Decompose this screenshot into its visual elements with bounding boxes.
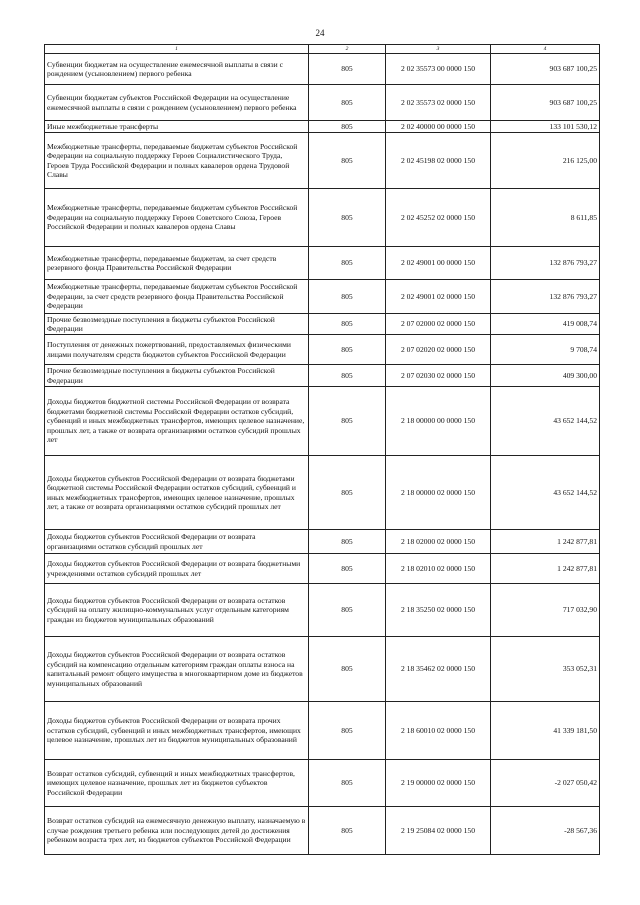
admin-code-cell: 805	[309, 702, 386, 760]
page-number: 24	[315, 28, 325, 38]
budget-code-cell: 2 18 02010 02 0000 150	[386, 554, 491, 584]
admin-code-cell: 805	[309, 247, 386, 280]
amount-cell: 409 300,00	[491, 365, 600, 387]
admin-code-cell: 805	[309, 133, 386, 189]
budget-code-cell: 2 07 02030 02 0000 150	[386, 365, 491, 387]
table-row	[45, 554, 600, 584]
budget-code-cell: 2 02 45252 02 0000 150	[386, 189, 491, 247]
amount-cell: 43 652 144,52	[491, 456, 600, 530]
amount-cell: 41 339 181,50	[491, 702, 600, 760]
revenue-name-cell: Доходы бюджетов субъектов Российской Федерации от возврата остатков субсидий на компенсацию отдельным категориям граждан оплаты взноса на капитальный ремонт общего имущества в многоквартирном доме из бюджетов муниципальных образований	[45, 637, 309, 702]
budget-code-cell: 2 02 45198 02 0000 150	[386, 133, 491, 189]
amount-cell: 353 052,31	[491, 637, 600, 702]
admin-code-cell: 805	[309, 807, 386, 855]
budget-code-cell: 2 18 00000 00 0000 150	[386, 387, 491, 456]
admin-code-cell: 805	[309, 456, 386, 530]
revenue-name-cell: Доходы бюджетов субъектов Российской Федерации от возврата бюджетами бюджетной системы Российской Федерации остатков субсидий, субвенций и иных межбюджетных трансфертов, имеющих целевое назначение, прошлых лет, а также от возврата организациями остатков субсидий прошлых лет	[45, 456, 309, 530]
budget-code-cell: 2 02 35573 02 0000 150	[386, 85, 491, 121]
budget-code-cell: 2 02 49001 00 0000 150	[386, 247, 491, 280]
admin-code-cell: 805	[309, 387, 386, 456]
revenue-name-cell: Иные межбюджетные трансферты	[45, 121, 309, 133]
revenue-name-cell: Субвенции бюджетам субъектов Российской Федерации на осуществление ежемесячной выплаты в связи с рождением (усыновлением) первого ребенка	[45, 85, 309, 121]
budget-code-cell: 2 18 60010 02 0000 150	[386, 702, 491, 760]
amount-cell: 1 242 877,81	[491, 554, 600, 584]
budget-code-cell: 2 02 49001 02 0000 150	[386, 280, 491, 314]
column-number-row	[45, 45, 600, 54]
table-row	[45, 365, 600, 387]
revenue-name-cell: Доходы бюджетов субъектов Российской Федерации от возврата бюджетными учреждениями остатков субсидий прошлых лет	[45, 554, 309, 584]
amount-cell: -28 567,36	[491, 807, 600, 855]
revenue-name-cell: Доходы бюджетов бюджетной системы Российской Федерации от возврата бюджетами бюджетной системы Российской Федерации остатков субсидий, субвенций и иных межбюджетных трансфертов, имеющих целевое назначение, прошлых лет, а также от возврата организациями остатков субсидий прошлых лет	[45, 387, 309, 456]
table-row	[45, 530, 600, 554]
admin-code-cell: 805	[309, 530, 386, 554]
amount-cell: 216 125,00	[491, 133, 600, 189]
amount-cell: 9 708,74	[491, 335, 600, 365]
revenue-name-cell: Поступления от денежных пожертвований, предоставляемых физическими лицами получателям средств бюджетов субъектов Российской Федерации	[45, 335, 309, 365]
amount-cell: 1 242 877,81	[491, 530, 600, 554]
revenue-name-cell: Субвенции бюджетам на осуществление ежемесячной выплаты в связи с рождением (усыновлением) первого ребенка	[45, 54, 309, 85]
table-row	[45, 637, 600, 702]
table-row	[45, 807, 600, 855]
amount-cell: 717 032,90	[491, 584, 600, 637]
amount-cell: 903 687 100,25	[491, 54, 600, 85]
admin-code-cell: 805	[309, 85, 386, 121]
revenue-name-cell: Прочие безвозмездные поступления в бюджеты субъектов Российской Федерации	[45, 365, 309, 387]
admin-code-cell: 805	[309, 637, 386, 702]
amount-cell: 903 687 100,25	[491, 85, 600, 121]
admin-code-cell: 805	[309, 121, 386, 133]
admin-code-cell: 805	[309, 365, 386, 387]
admin-code-cell: 805	[309, 335, 386, 365]
budget-code-cell: 2 19 00000 02 0000 150	[386, 760, 491, 807]
budget-code-cell: 2 18 35250 02 0000 150	[386, 584, 491, 637]
table-row	[45, 760, 600, 807]
budget-code-cell: 2 02 35573 00 0000 150	[386, 54, 491, 85]
budget-code-cell: 2 19 25084 02 0000 150	[386, 807, 491, 855]
revenue-name-cell: Возврат остатков субсидий на ежемесячную денежную выплату, назначаемую в случае рождения третьего ребенка или последующих детей до достижения ребенком возраста трех лет, из бюджетов субъектов Российской Федерации	[45, 807, 309, 855]
column-number-3: 3	[386, 45, 491, 54]
budget-code-cell: 2 02 40000 00 0000 150	[386, 121, 491, 133]
revenue-name-cell: Межбюджетные трансферты, передаваемые бюджетам субъектов Российской Федерации на социальную поддержку Героев Советского Союза, Героев Российской Федерации и полных кавалеров ордена Славы	[45, 189, 309, 247]
table-row	[45, 456, 600, 530]
table-row	[45, 584, 600, 637]
budget-code-cell: 2 18 00000 02 0000 150	[386, 456, 491, 530]
table-row	[45, 133, 600, 189]
revenue-name-cell: Межбюджетные трансферты, передаваемые бюджетам субъектов Российской Федерации, за счет средств резервного фонда Правительства Российской Федерации	[45, 280, 309, 314]
admin-code-cell: 805	[309, 54, 386, 85]
budget-code-cell: 2 07 02000 02 0000 150	[386, 314, 491, 335]
table-row	[45, 54, 600, 85]
amount-cell: 43 652 144,52	[491, 387, 600, 456]
admin-code-cell: 805	[309, 189, 386, 247]
budget-code-cell: 2 18 35462 02 0000 150	[386, 637, 491, 702]
revenue-name-cell: Межбюджетные трансферты, передаваемые бюджетам, за счет средств резервного фонда Правительства Российской Федерации	[45, 247, 309, 280]
budget-code-cell: 2 07 02020 02 0000 150	[386, 335, 491, 365]
column-number-1: 1	[45, 45, 309, 54]
table-row	[45, 335, 600, 365]
amount-cell: 132 876 793,27	[491, 280, 600, 314]
table-row	[45, 189, 600, 247]
table-row	[45, 280, 600, 314]
revenue-name-cell: Доходы бюджетов субъектов Российской Федерации от возврата организациями остатков субсидий прошлых лет	[45, 530, 309, 554]
amount-cell: -2 027 050,42	[491, 760, 600, 807]
admin-code-cell: 805	[309, 314, 386, 335]
admin-code-cell: 805	[309, 554, 386, 584]
revenue-name-cell: Межбюджетные трансферты, передаваемые бюджетам субъектов Российской Федерации на социальную поддержку Героев Социалистического Труда, Героев Труда Российской Федерации и полных кавалеров ордена Трудовой Славы	[45, 133, 309, 189]
admin-code-cell: 805	[309, 280, 386, 314]
column-number-2: 2	[309, 45, 386, 54]
table-row	[45, 314, 600, 335]
revenue-name-cell: Возврат остатков субсидий, субвенций и иных межбюджетных трансфертов, имеющих целевое назначение, прошлых лет из бюджетов субъектов Российской Федерации	[45, 760, 309, 807]
column-number-4: 4	[491, 45, 600, 54]
amount-cell: 133 101 530,12	[491, 121, 600, 133]
amount-cell: 132 876 793,27	[491, 247, 600, 280]
revenue-name-cell: Доходы бюджетов субъектов Российской Федерации от возврата прочих остатков субсидий, субвенций и иных межбюджетных трансфертов, имеющих целевое назначение, прошлых лет из бюджетов муниципальных образований	[45, 702, 309, 760]
admin-code-cell: 805	[309, 760, 386, 807]
table-row	[45, 247, 600, 280]
table-row	[45, 387, 600, 456]
table-row	[45, 121, 600, 133]
amount-cell: 419 008,74	[491, 314, 600, 335]
budget-revenue-table	[44, 44, 600, 855]
budget-code-cell: 2 18 02000 02 0000 150	[386, 530, 491, 554]
admin-code-cell: 805	[309, 584, 386, 637]
revenue-name-cell: Прочие безвозмездные поступления в бюджеты субъектов Российской Федерации	[45, 314, 309, 335]
table-row	[45, 85, 600, 121]
revenue-name-cell: Доходы бюджетов субъектов Российской Федерации от возврата остатков субсидий на оплату жилищно-коммунальных услуг отдельным категориям граждан из бюджетов муниципальных образований	[45, 584, 309, 637]
amount-cell: 8 611,85	[491, 189, 600, 247]
table-row	[45, 702, 600, 760]
